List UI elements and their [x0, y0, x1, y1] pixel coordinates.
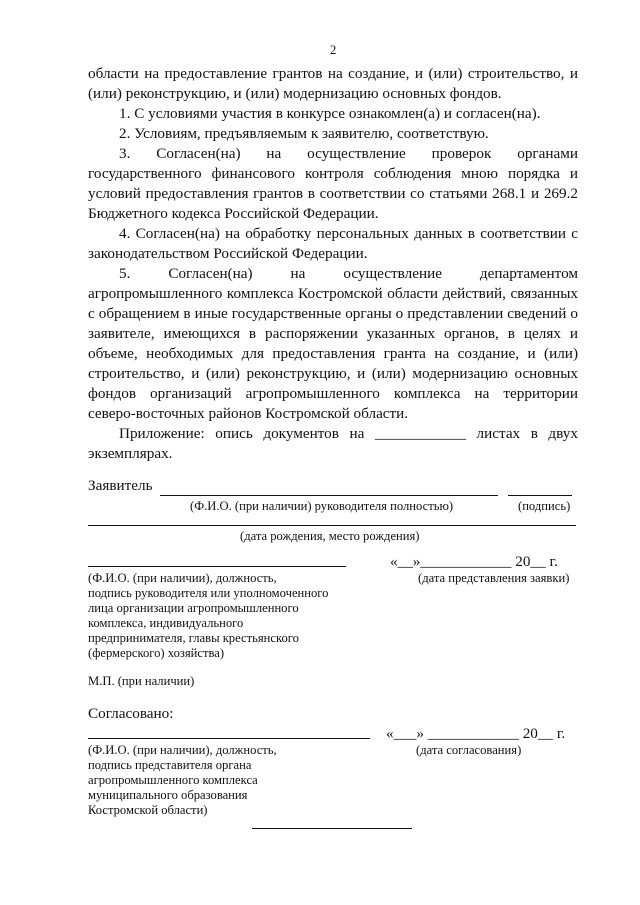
item-4-line: законодательством Российской Федерации.: [88, 245, 368, 262]
item-5-line: северо-восточных районов Костромской области.: [88, 405, 409, 422]
signer-caption-line: (Ф.И.О. (при наличии), должность,: [88, 571, 277, 585]
approver-caption-line: Костромской области): [88, 803, 208, 817]
approval-date: «___» ____________ 20__ г.: [386, 725, 566, 742]
item-1: 1. С условиями участия в конкурсе ознакомлен(а) и согласен(на).: [119, 105, 541, 122]
item-2: 2. Условиям, предъявляемым к заявителю, соответствую.: [119, 125, 489, 142]
stamp-place: М.П. (при наличии): [88, 674, 195, 688]
submission-date: «__»____________ 20__ г.: [390, 553, 558, 570]
paragraph-line: (или) реконструкцию, и (или) модернизацию основных фондов.: [88, 85, 502, 102]
birth-line[interactable]: [88, 525, 576, 526]
signer-caption-line: предпринимателя, главы крестьянского: [88, 631, 299, 645]
applicant-name-line[interactable]: [160, 495, 498, 496]
approver-caption-line: подпись представителя органа: [88, 758, 252, 772]
item-5-line: заявителе, имеющихся в распоряжении указанных органов, в целях и: [88, 325, 578, 342]
birth-caption: (дата рождения, место рождения): [240, 529, 420, 543]
signature-caption: (подпись): [518, 499, 571, 513]
signer-line[interactable]: [88, 566, 346, 567]
approver-caption-line: муниципального образования: [88, 788, 248, 802]
item-3-line: условий предоставления грантов в соответствии со статьями 268.1 и 269.2: [88, 185, 578, 202]
signer-caption-line: лица организации агропромышленного: [88, 601, 299, 615]
attachment-line: Приложение: опись документов на ____________ листах в двух: [119, 425, 578, 442]
page-number: 2: [330, 43, 337, 57]
item-4-line: 4. Согласен(на) на обработку персональных данных в соответствии с: [119, 225, 578, 242]
signer-caption-line: (фермерского) хозяйства): [88, 646, 225, 660]
paragraph-line: области на предоставление грантов на создание, и (или) строительство, и: [88, 65, 578, 82]
signer-caption-line: комплекса, индивидуального: [88, 616, 244, 630]
item-5-line: 5. Согласен(на) на осуществление департаментом: [119, 265, 578, 282]
applicant-label: Заявитель: [88, 477, 153, 494]
fio-caption: (Ф.И.О. (при наличии) руководителя полностью): [190, 499, 454, 513]
item-5-line: строительство, и (или) реконструкцию, и (или) модернизацию основных: [88, 365, 578, 382]
closing-separator: [252, 828, 412, 829]
attachment-line: экземплярах.: [88, 445, 173, 462]
approval-date-caption: (дата согласования): [416, 743, 522, 757]
submission-date-caption: (дата представления заявки): [418, 571, 570, 585]
item-5-line: фондов организаций агропромышленного комплекса на территории: [88, 385, 578, 402]
approver-caption-line: агропромышленного комплекса: [88, 773, 258, 787]
item-3-line: государственного финансового контроля соблюдения мною порядка и: [88, 165, 578, 182]
item-3-line: Бюджетного кодекса Российской Федерации.: [88, 205, 379, 222]
approver-caption-line: (Ф.И.О. (при наличии), должность,: [88, 743, 277, 757]
item-3-line: 3. Согласен(на) на осуществление проверок органами: [119, 145, 578, 162]
approval-title: Согласовано:: [88, 705, 174, 722]
signer-caption-line: подпись руководителя или уполномоченного: [88, 586, 329, 600]
item-5-line: объеме, необходимых для предоставления гранта на создание, и (или): [88, 345, 578, 362]
item-5-line: агропромышленного комплекса Костромской области действий, связанных: [88, 285, 578, 302]
applicant-signature-line[interactable]: [508, 495, 572, 496]
approver-line[interactable]: [88, 738, 370, 739]
item-5-line: с обращением в иные государственные органы о представлении сведений о: [88, 305, 578, 322]
